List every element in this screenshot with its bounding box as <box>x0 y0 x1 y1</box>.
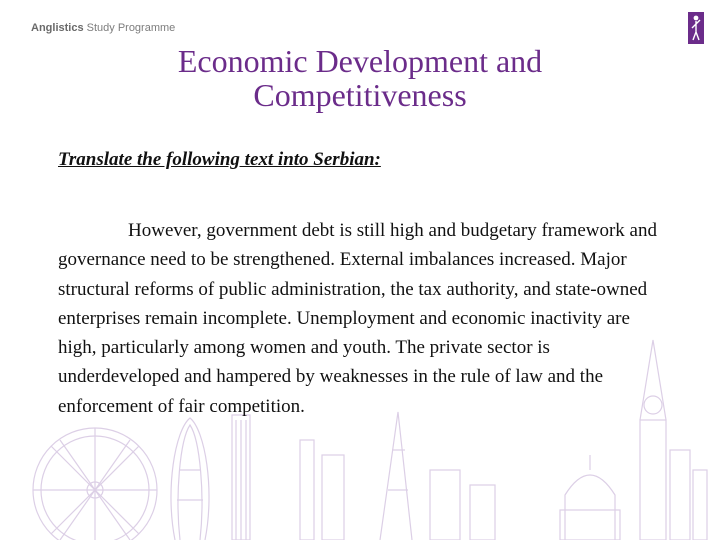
programme-brand <box>31 22 175 34</box>
instruction-heading: Translate the following text into Serbian: <box>58 149 381 170</box>
figure-logo-icon <box>688 12 704 44</box>
slide-title-line2: Competitiveness <box>253 77 467 113</box>
slide-title <box>110 44 610 112</box>
brand-name: Anglistics <box>31 22 84 34</box>
brand-suffix: Study Programme <box>83 22 176 34</box>
source-paragraph: However, government debt is still high and budgetary framework and governance need to be strengthened. External imbalances increased. Major structural reforms of public administration, the tax authority, and state-owned enterprises remain incomplete. Unemployment and economic inactivity are high, particularly among women and youth. The private sector is underdeveloped and hampered by weaknesses in the rule of law and the enforcement of fair competition. <box>58 220 657 417</box>
slide-title-line1: Economic Development and <box>177 43 543 79</box>
clock-tower-illustration <box>640 420 666 540</box>
gherkin-tower-illustration <box>171 418 209 540</box>
dome-illustration <box>565 475 615 540</box>
ferris-wheel-illustration <box>33 428 157 540</box>
shard-illustration <box>380 412 412 540</box>
tower-illustration <box>232 415 250 540</box>
